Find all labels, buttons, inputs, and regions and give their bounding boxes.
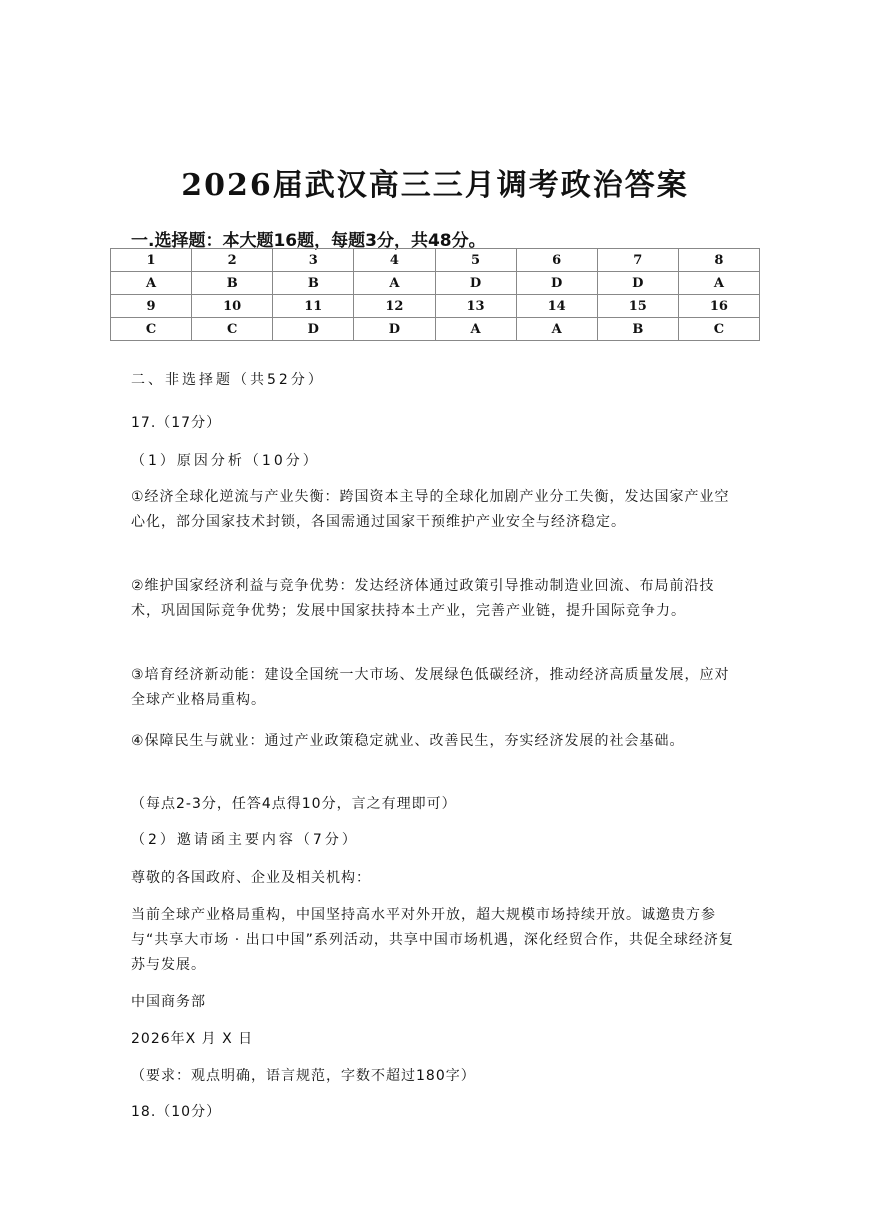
table-row <box>111 249 760 272</box>
table-cell: 4 <box>354 249 435 272</box>
table-cell: B <box>192 272 273 295</box>
table-row <box>111 318 760 341</box>
table-cell: D <box>273 318 354 341</box>
table-row <box>111 295 760 318</box>
table-cell: D <box>435 272 516 295</box>
letter-date: 2026年X 月 X 日 <box>131 1031 254 1047</box>
table-cell: D <box>597 272 678 295</box>
table-cell: 13 <box>435 295 516 318</box>
q17-part1-title: （1）原因分析（10分） <box>131 453 320 469</box>
q17-point-1: ①经济全球化逆流与产业失衡：跨国资本主导的全球化加剧产业分工失衡，发达国家产业空心化，部分国家技术封锁，各国需通过国家干预维护产业安全与经济稳定。 <box>131 489 730 530</box>
letter-salutation: 尊敬的各国政府、企业及相关机构： <box>131 870 371 886</box>
table-cell: 6 <box>516 249 597 272</box>
letter-signer: 中国商务部 <box>131 994 206 1010</box>
q17-part2-title: （2）邀请函主要内容（7分） <box>131 832 359 848</box>
table-cell: 10 <box>192 295 273 318</box>
table-cell: 15 <box>597 295 678 318</box>
table-cell: 1 <box>111 249 192 272</box>
page-title: 2026届武汉高三三月调考政治答案 <box>181 168 689 203</box>
table-cell: A <box>354 272 435 295</box>
table-cell: A <box>435 318 516 341</box>
q17-point-3: ③培育经济新动能：建设全国统一大市场、发展绿色低碳经济，推动经济高质量发展，应对全球产业格局重构。 <box>131 667 730 708</box>
table-cell: B <box>597 318 678 341</box>
letter-body: 当前全球产业格局重构，中国坚持高水平对外开放，超大规模市场持续开放。诚邀贵方参与“共享大市场 · 出口中国”系列活动，共享中国市场机遇，深化经贸合作，共促全球经济复苏与发展。 <box>131 907 734 973</box>
table-row <box>111 272 760 295</box>
table-cell: C <box>192 318 273 341</box>
table-cell: 3 <box>273 249 354 272</box>
q17-point-2: ②维护国家经济利益与竞争优势：发达经济体通过政策引导推动制造业回流、布局前沿技术，巩固国际竞争优势；发展中国家扶持本土产业，完善产业链，提升国际竞争力。 <box>131 578 715 619</box>
table-cell: 7 <box>597 249 678 272</box>
table-cell: C <box>111 318 192 341</box>
q17-title: 17.（17分） <box>131 415 222 431</box>
table-cell: 11 <box>273 295 354 318</box>
table-cell: D <box>354 318 435 341</box>
table-cell: 14 <box>516 295 597 318</box>
table-cell: D <box>516 272 597 295</box>
table-cell: 5 <box>435 249 516 272</box>
section1-heading: 一.选择题：本大题16题，每题3分，共48分。 <box>131 231 486 251</box>
q17-scoring-note: （每点2-3分，任答4点得10分，言之有理即可） <box>131 796 457 812</box>
q18-title: 18.（10分） <box>131 1104 222 1120</box>
table-cell: 16 <box>678 295 759 318</box>
letter-requirements: （要求：观点明确，语言规范，字数不超过180字） <box>131 1068 476 1084</box>
table-cell: 12 <box>354 295 435 318</box>
table-cell: A <box>678 272 759 295</box>
table-cell: 8 <box>678 249 759 272</box>
table-cell: C <box>678 318 759 341</box>
table-cell: A <box>516 318 597 341</box>
table-cell: 9 <box>111 295 192 318</box>
table-cell: B <box>273 272 354 295</box>
answer-table <box>110 248 760 341</box>
q17-point-4: ④保障民生与就业：通过产业政策稳定就业、改善民生，夯实经济发展的社会基础。 <box>131 733 685 749</box>
section2-heading: 二、非选择题（共52分） <box>131 372 325 388</box>
table-cell: 2 <box>192 249 273 272</box>
table-cell: A <box>111 272 192 295</box>
